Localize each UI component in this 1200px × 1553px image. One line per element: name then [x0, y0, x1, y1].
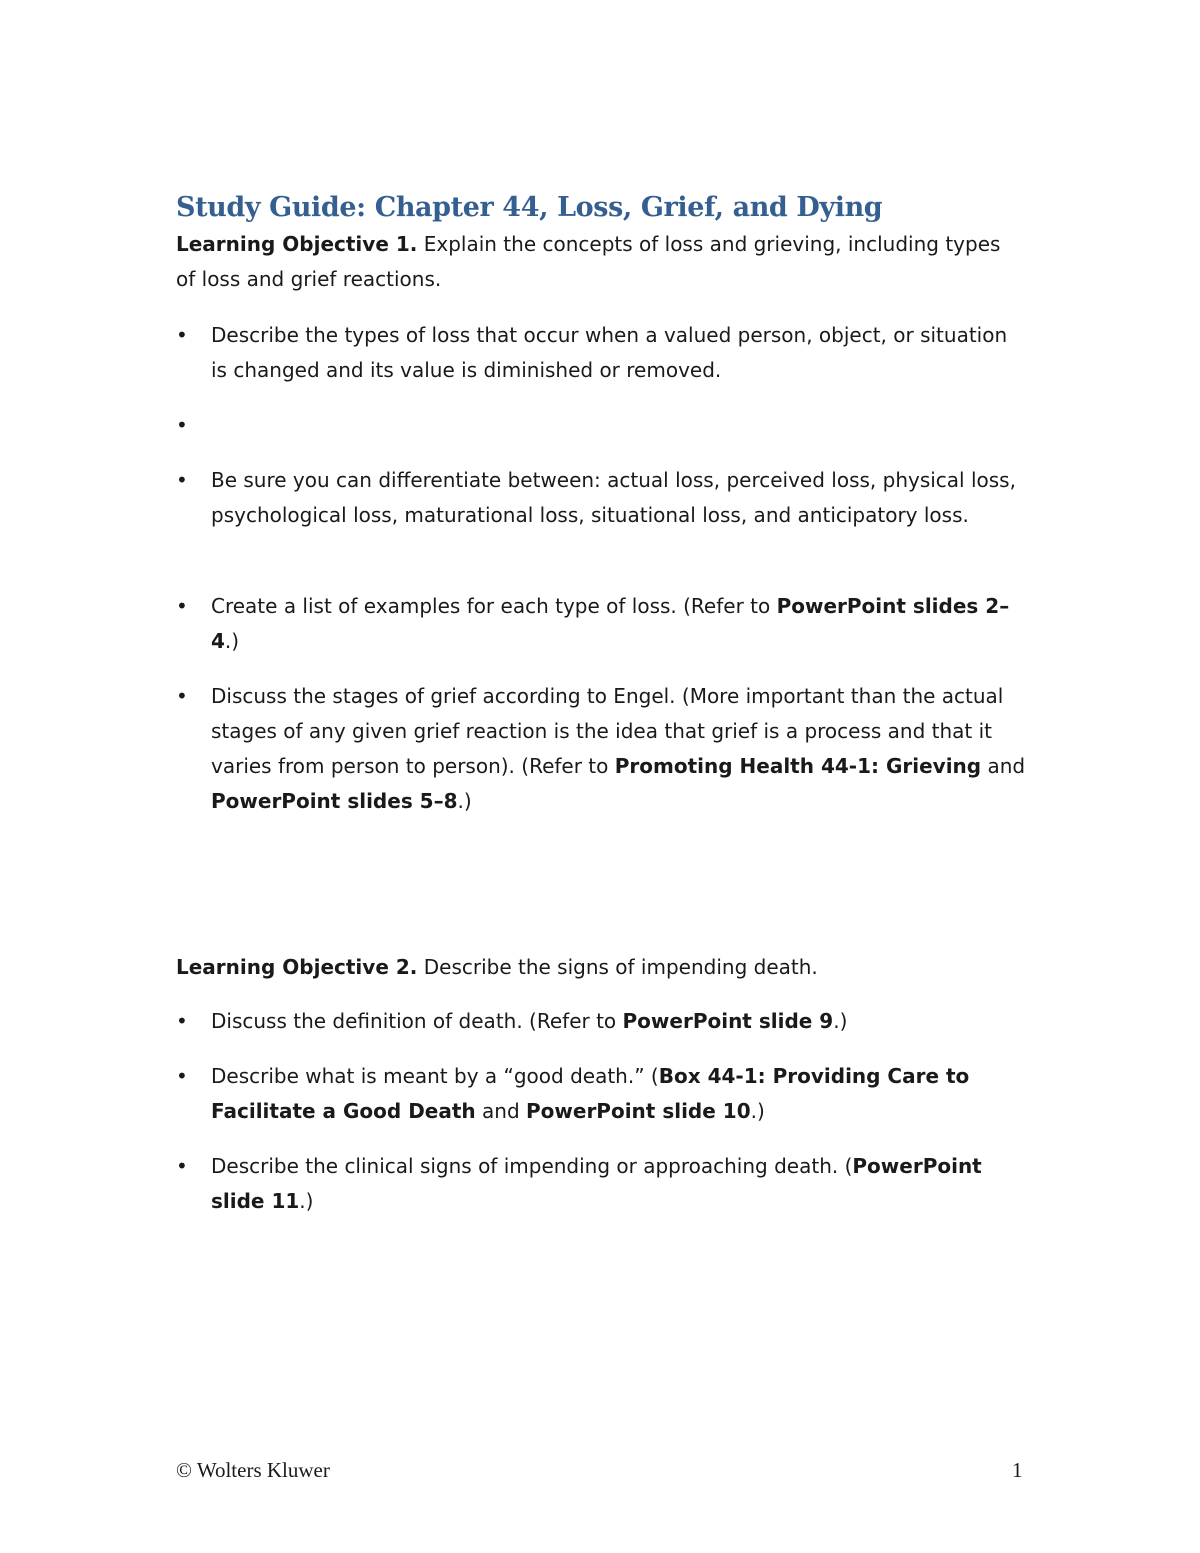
list-item	[176, 1149, 1026, 1219]
list-item	[176, 463, 1026, 533]
text-run: and	[981, 754, 1026, 778]
page-number: 1	[1012, 1458, 1023, 1482]
learning-objective-2	[176, 950, 1026, 985]
bullet-icon: •	[176, 1154, 188, 1178]
reference-text: Promoting Health 44-1: Grieving	[614, 754, 982, 778]
bullet-icon: •	[176, 684, 188, 708]
learning-objective-1	[176, 227, 1026, 297]
objective-label: Learning Objective 2.	[176, 955, 418, 979]
page-title: Study Guide: Chapter 44, Loss, Grief, and Dying	[176, 192, 883, 223]
list-item	[176, 318, 1026, 388]
reference-text: PowerPoint slide 11	[211, 1154, 982, 1213]
text-run: Describe the clinical signs of impending or approaching death. (	[211, 1154, 853, 1178]
list-item	[176, 1004, 1026, 1039]
list-item-text	[211, 1149, 1026, 1219]
text-run: Discuss the definition of death. (Refer to	[211, 1009, 623, 1033]
bullet-icon: •	[176, 468, 188, 492]
reference-text: PowerPoint slide 9	[622, 1009, 834, 1033]
list-item-text	[211, 1004, 1026, 1039]
text-run: .)	[750, 1099, 765, 1123]
text-run: .)	[299, 1189, 314, 1213]
list-item-text	[211, 679, 1026, 819]
reference-text: Box 44-1: Providing Care to Facilitate a Good Death	[211, 1064, 970, 1123]
list-item-text: Describe the types of loss that occur when a valued person, object, or situation is changed and its value is diminished or removed.	[211, 323, 1008, 382]
list-item-text	[211, 1059, 1026, 1129]
text-run: .)	[833, 1009, 848, 1033]
objective-text: Describe the signs of impending death.	[417, 955, 818, 979]
text-run: Discuss the stages of grief according to Engel. (More important than the actual stages of any given grief reaction is the idea that grief is a process and that it varies from person to person). (Refer to	[211, 684, 1004, 778]
bullet-icon: •	[176, 1009, 188, 1033]
list-item	[176, 679, 1026, 819]
text-run: Describe what is meant by a “good death.” (	[211, 1064, 659, 1088]
text-run: Create a list of examples for each type of loss. (Refer to	[211, 594, 777, 618]
list-item	[176, 589, 1026, 659]
bullet-icon: •	[176, 413, 188, 437]
bullet-icon: •	[176, 323, 188, 347]
footer-copyright: © Wolters Kluwer	[176, 1458, 330, 1482]
list-item-text	[211, 589, 1026, 659]
text-run: .)	[224, 629, 240, 653]
reference-text: PowerPoint slide 10	[526, 1099, 751, 1123]
text-run: .)	[457, 789, 472, 813]
objective-text: Explain the concepts of loss and grieving, including types of loss and grief reactions.	[176, 232, 1001, 291]
reference-text: PowerPoint slides 5–8	[211, 789, 458, 813]
reference-text: PowerPoint slides 2–4	[211, 594, 1010, 653]
objective-label: Learning Objective 1.	[176, 232, 418, 256]
bullet-icon: •	[176, 594, 188, 618]
list-item-text: Be sure you can differentiate between: actual loss, perceived loss, physical loss, psychological loss, maturational loss, situational loss, and anticipatory loss.	[211, 468, 1016, 527]
text-run: and	[475, 1099, 526, 1123]
list-item	[176, 1059, 1026, 1129]
bullet-icon: •	[176, 1064, 188, 1088]
